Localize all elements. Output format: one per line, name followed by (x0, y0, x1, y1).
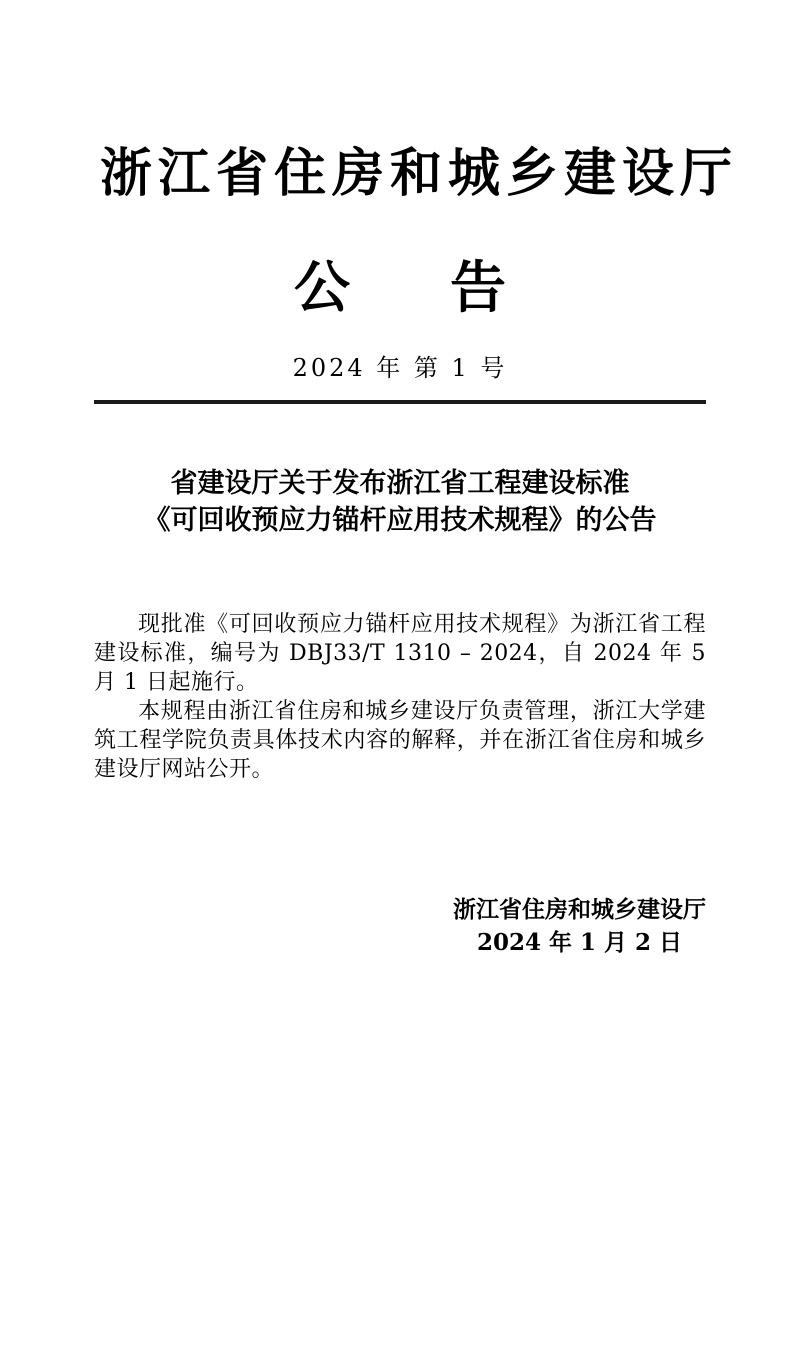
body-paragraph-1: 现批准《可回收预应力锚杆应用技术规程》为浙江省工程建设标准，编号为 DBJ33/T 1310 – 2024，自 2024 年 5 月 1 日起施行。 (94, 612, 706, 695)
announcement-type: 公告 (294, 255, 606, 321)
header-rule (94, 400, 706, 404)
announcement-body (94, 610, 706, 784)
signature-date: 2024 年 1 月 2 日 (476, 929, 683, 956)
announcement-title (94, 465, 706, 539)
announcement-title-line1: 省建设厅关于发布浙江省工程建设标准 (170, 468, 630, 499)
signature-block (453, 893, 706, 959)
announcement-title-line2: 《可回收预应力锚杆应用技术规程》的公告 (143, 505, 657, 536)
agency-title: 浙江省住房和城乡建设厅 (100, 143, 739, 204)
body-paragraph-2: 本规程由浙江省住房和城乡建设厅负责管理，浙江大学建筑工程学院负责具体技术内容的解释，并在浙江省住房和城乡建设厅网站公开。 (94, 699, 706, 782)
announcement-page (0, 143, 800, 1352)
signature-agency: 浙江省住房和城乡建设厅 (453, 896, 706, 923)
issue-number: 2024 年 第 1 号 (292, 354, 508, 382)
